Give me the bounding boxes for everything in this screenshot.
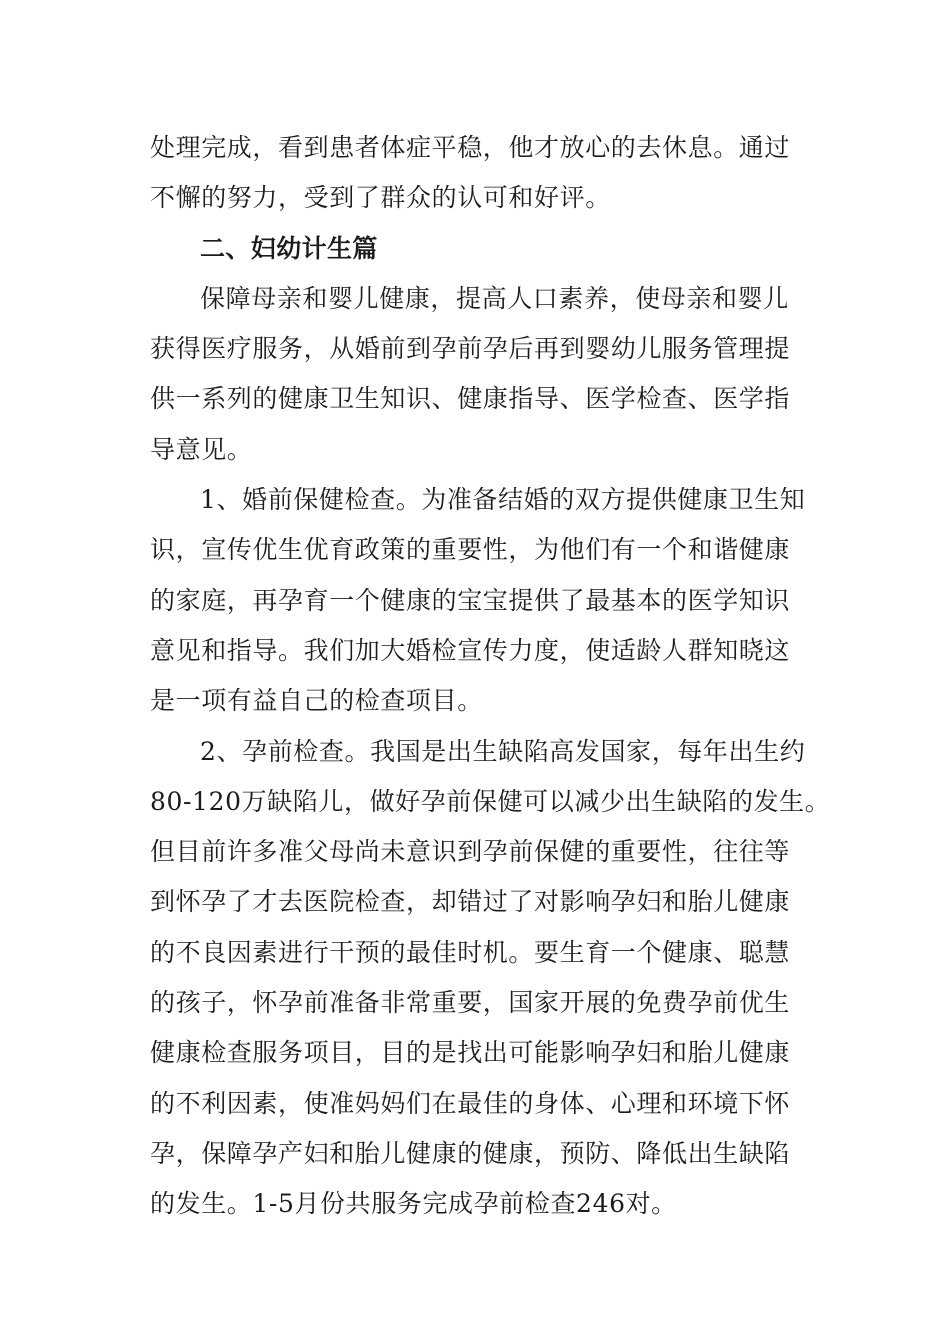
paragraph-line: 不懈的努力，受到了群众的认可和好评。 [150,183,611,213]
paragraph-line: 的不良因素进行干预的最佳时机。要生育一个健康、聪慧 [150,937,791,967]
paragraph-line: 1、婚前保健检查。为准备结婚的双方提供健康卫生知 [200,485,806,515]
paragraph-line: 识，宣传优生优育政策的重要性，为他们有一个和谐健康 [150,535,791,565]
paragraph-line: 供一系列的健康卫生知识、健康指导、医学检查、医学指 [150,384,791,414]
paragraph-line: 的孩子，怀孕前准备非常重要，国家开展的免费孕前优生 [150,988,791,1018]
paragraph-line: 健康检查服务项目，目的是找出可能影响孕妇和胎儿健康 [150,1038,791,1068]
paragraph-line: 80-120万缺陷儿，做好孕前保健可以减少出生缺陷的发生。 [150,786,831,816]
paragraph-line: 的家庭，再孕育一个健康的宝宝提供了最基本的医学知识 [150,585,791,615]
paragraph-line: 的发生。1-5月份共服务完成孕前检查246对。 [150,1189,677,1219]
paragraph-line: 的不利因素，使准妈妈们在最佳的身体、心理和环境下怀 [150,1088,791,1118]
paragraph-line: 获得医疗服务，从婚前到孕前孕后再到婴幼儿服务管理提 [150,334,791,364]
paragraph-line: 处理完成，看到患者体症平稳，他才放心的去休息。通过 [150,133,791,162]
paragraph-line: 保障母亲和婴儿健康，提高人口素养，使母亲和婴儿 [200,283,789,313]
paragraph-line: 导意见。 [150,434,253,464]
paragraph-line: 孕，保障孕产妇和胎儿健康的健康，预防、降低出生缺陷 [150,1138,791,1168]
document-body [150,123,831,1230]
paragraph-line: 是一项有益自己的检查项目。 [150,686,483,716]
paragraph-line: 到怀孕了才去医院检查，却错过了对影响孕妇和胎儿健康 [150,887,791,917]
paragraph-line: 2、孕前检查。我国是出生缺陷高发国家，每年出生约 [200,736,806,766]
paragraph-line: 意见和指导。我们加大婚检宣传力度，使适龄人群知晓这 [150,635,791,665]
section-heading: 二、妇幼计生篇 [200,233,378,263]
paragraph-line: 但目前许多准父母尚未意识到孕前保健的重要性，往往等 [150,837,791,867]
